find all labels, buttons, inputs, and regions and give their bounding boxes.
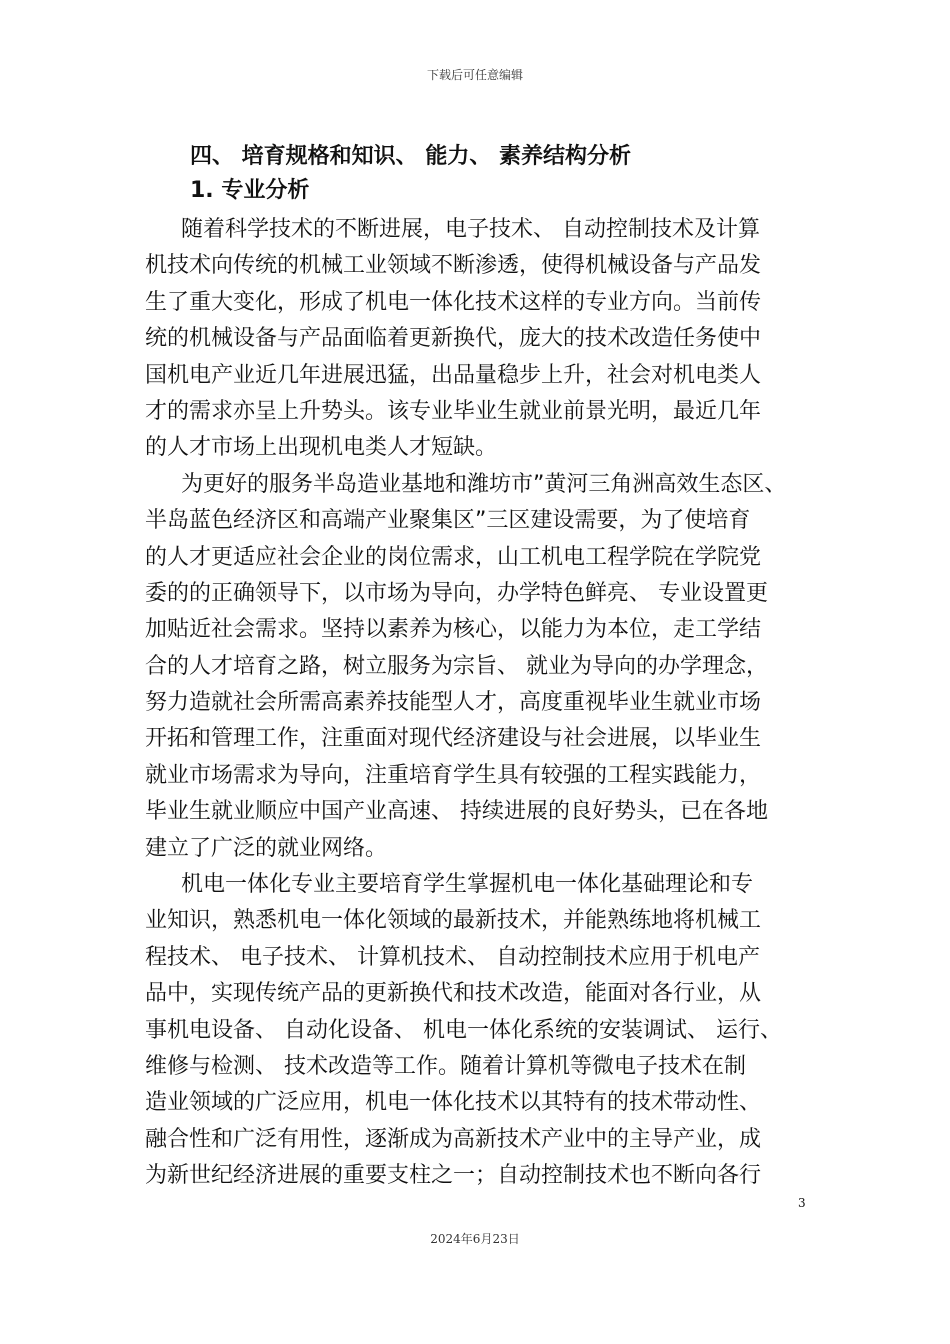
paragraph-line: 开拓和管理工作，注重面对现代经济建设与社会进展，以毕业生 xyxy=(145,726,762,752)
paragraph-line: 生了重大变化，形成了机电一体化技术这样的专业方向。当前传 xyxy=(145,289,762,315)
paragraph-line: 统的机械设备与产品面临着更新换代，庞大的技术改造任务使中 xyxy=(145,326,762,352)
section-subheading: 1. 专业分析 xyxy=(190,178,310,203)
paragraph-line: 造业领域的广泛应用，机电一体化技术以其特有的技术带动性、 xyxy=(145,1090,762,1116)
paragraph-line: 随着科学技术的不断进展，电子技术、 自动控制技术及计算 xyxy=(181,217,760,242)
paragraph-line: 业知识，熟悉机电一体化领域的最新技术，并能熟练地将机械工 xyxy=(145,908,762,934)
paragraph-line: 努力造就社会所需高素养技能型人才，高度重视毕业生就业市场 xyxy=(145,690,762,716)
paragraph-line: 国机电产业近几年进展迅猛，出品量稳步上升，社会对机电类人 xyxy=(145,362,762,388)
paragraph-line: 程技术、 电子技术、 计算机技术、 自动控制技术应用于机电产 xyxy=(145,944,760,970)
paragraph-line: 融合性和广泛有用性，逐渐成为高新技术产业中的主导产业，成 xyxy=(145,1126,762,1152)
paragraph-line: 才的需求亦呈上升势头。该专业毕业生就业前景光明，最近几年 xyxy=(145,398,762,424)
paragraph-line: 委的的正确领导下，以市场为导向，办学特色鲜亮、 专业设置更 xyxy=(145,580,768,606)
paragraph-line: 的人才市场上出现机电类人才短缺。 xyxy=(145,435,498,461)
page-header-note: 下载后可任意编辑 xyxy=(426,68,523,82)
document-body xyxy=(145,212,815,1195)
paragraph-line: 合的人才培育之路，树立服务为宗旨、 就业为导向的办学理念， xyxy=(145,653,768,679)
paragraph-line: 机电一体化专业主要培育学生掌握机电一体化基础理论和专 xyxy=(181,872,754,898)
paragraph-line: 加贴近社会需求。坚持以素养为核心，以能力为本位，走工学结 xyxy=(145,617,762,643)
paragraph-line: 毕业生就业顺应中国产业高速、 持续进展的良好势头，已在各地 xyxy=(145,799,768,825)
paragraph-line: 事机电设备、 自动化设备、 机电一体化系统的安装调试、 运行、 xyxy=(145,1017,782,1043)
paragraph-line: 为更好的服务半岛造业基地和潍坊市”黄河三角洲高效生态区、 xyxy=(181,471,787,497)
paragraph-line: 为新世纪经济进展的重要支柱之一；自动控制技术也不断向各行 xyxy=(145,1163,762,1189)
paragraph-line: 维修与检测、 技术改造等工作。随着计算机等微电子技术在制 xyxy=(145,1053,746,1079)
paragraph-line: 的人才更适应社会企业的岗位需求，山工机电工程学院在学院党 xyxy=(145,544,762,570)
paragraph-line: 半岛蓝色经济区和高端产业聚集区”三区建设需要，为了使培育 xyxy=(145,508,751,534)
footer-date: 2024年6月23日 xyxy=(430,1232,520,1246)
page-number: 3 xyxy=(798,1196,806,1210)
paragraph-line: 品中，实现传统产品的更新换代和技术改造，能面对各行业，从 xyxy=(145,981,762,1007)
paragraph-line: 就业市场需求为导向，注重培育学生具有较强的工程实践能力， xyxy=(145,762,762,788)
paragraph-line: 机技术向传统的机械工业领域不断渗透，使得机械设备与产品发 xyxy=(145,253,762,279)
paragraph-line: 建立了广泛的就业网络。 xyxy=(145,835,388,861)
section-heading: 四、 培育规格和知识、 能力、 素养结构分析 xyxy=(190,144,631,169)
